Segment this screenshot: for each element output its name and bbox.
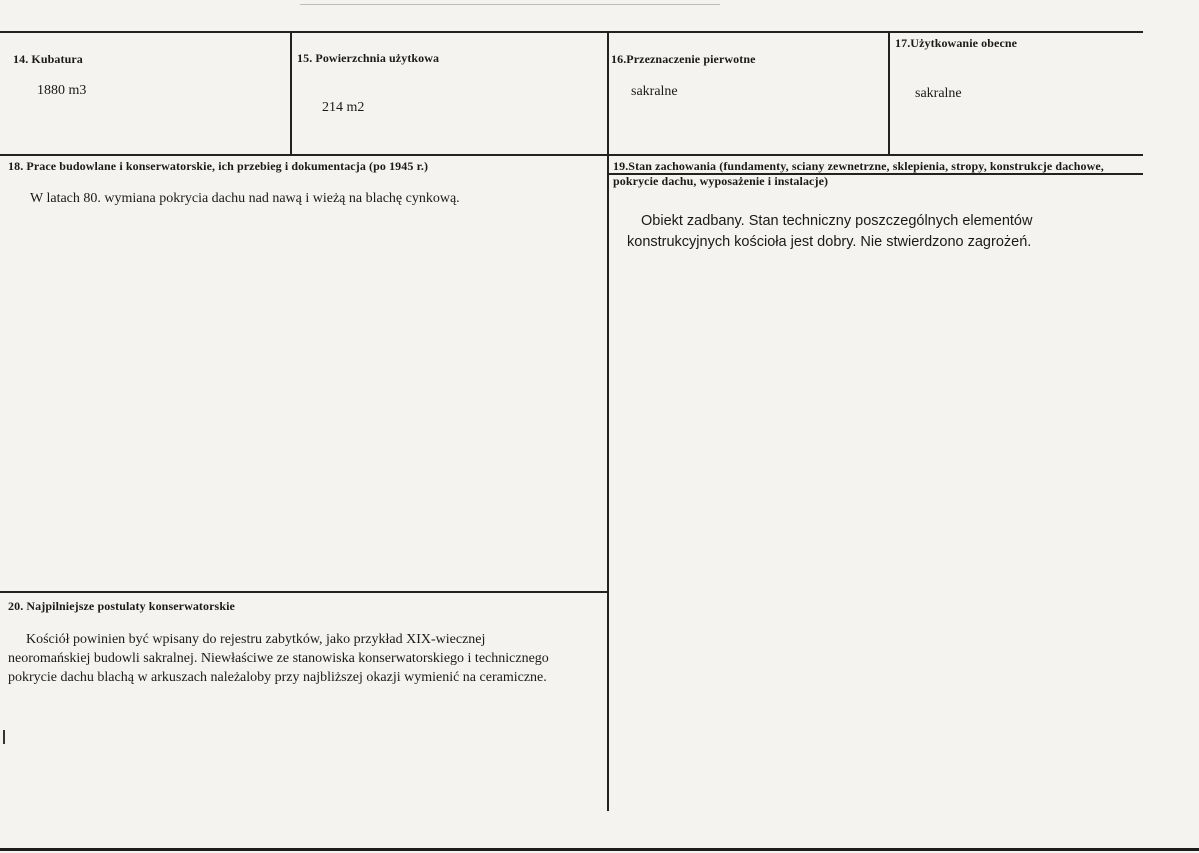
s14-value: 1880 m3 bbox=[37, 83, 87, 98]
row-divider-s20 bbox=[0, 591, 609, 593]
scan-top-edge bbox=[300, 4, 720, 5]
s19-label bbox=[613, 159, 1133, 189]
s16-label: 16.Przeznaczenie pierwotne bbox=[611, 52, 756, 66]
divider-14-15 bbox=[290, 31, 292, 155]
s15-value: 214 m2 bbox=[322, 100, 365, 115]
s18-label: 18. Prace budowlane i konserwatorskie, ich przebieg i dokumentacja (po 1945 r.) bbox=[8, 159, 429, 173]
table-top-border bbox=[0, 31, 1143, 33]
divider-center bbox=[607, 31, 609, 811]
s19-label-text: 19.Stan zachowania (fundamenty, sciany zewnetrzne, sklepienia, stropy, konstrukcje dachowe, pokrycie dachu, wyposażenie i instalacje) bbox=[613, 159, 1104, 188]
row-divider-top bbox=[0, 154, 1143, 156]
s15-label: 15. Powierzchnia użytkowa bbox=[297, 51, 440, 65]
scan-bottom-edge bbox=[0, 848, 1199, 851]
s17-value: sakralne bbox=[915, 86, 962, 101]
s19-value: Obiekt zadbany. Stan techniczny poszczególnych elementów konstrukcyjnych kościoła jest dobry. Nie stwierdzono zagrożeń. bbox=[627, 213, 1033, 250]
s18-value: W latach 80. wymiana pokrycia dachu nad nawą i wieżą na blachę cynkową. bbox=[30, 191, 460, 206]
scan-edge-mark bbox=[3, 730, 5, 744]
s20-label: 20. Najpilniejsze postulaty konserwatorskie bbox=[8, 599, 235, 613]
s16-value: sakralne bbox=[631, 84, 678, 99]
s20-value: Kościół powinien być wpisany do rejestru zabytków, jako przykład XIX-wiecznej neoromańskiej budowli sakralnej. Niewłaściwe ze stanowiska konserwatorskiego i technicznego pokrycie dachu blachą w arkuszach należaloby przy najbliższej okazji wymienić na ceramiczne. bbox=[8, 632, 549, 685]
s17-label: 17.Użytkowanie obecne bbox=[895, 36, 1018, 50]
divider-16-17 bbox=[888, 31, 890, 155]
s14-label: 14. Kubatura bbox=[13, 52, 83, 66]
